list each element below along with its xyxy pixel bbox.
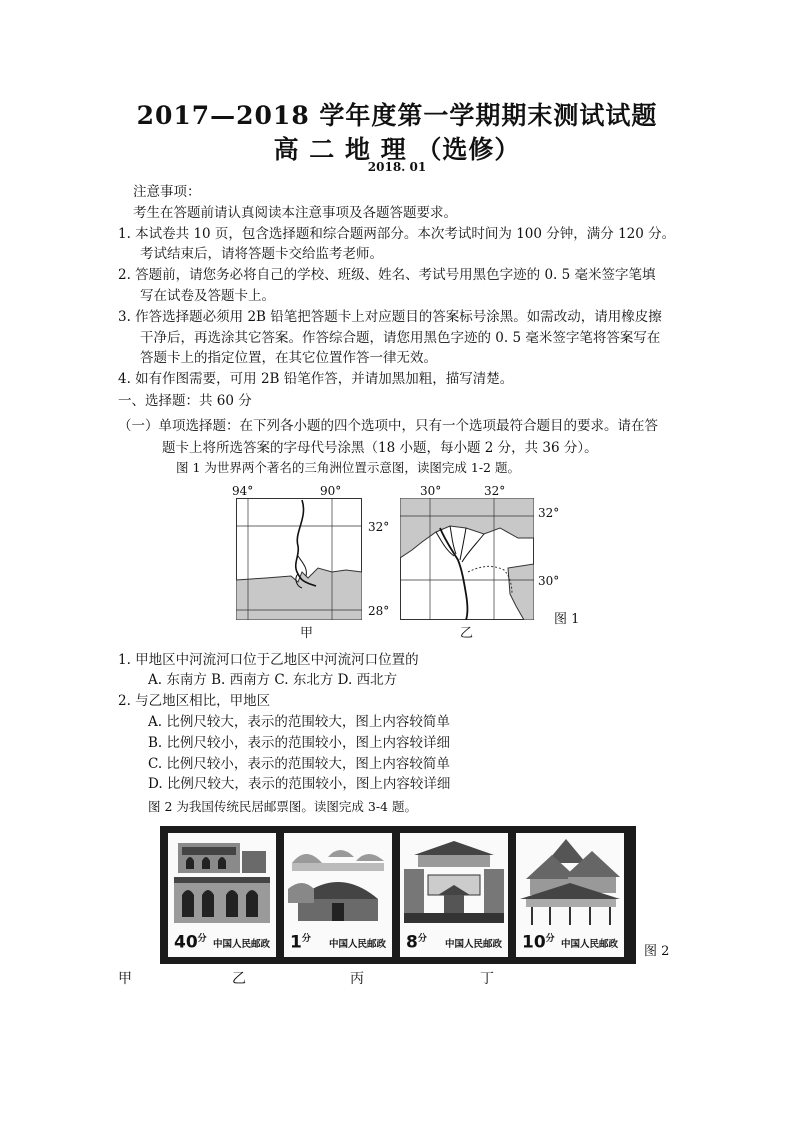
section-instruction: 题卡上将所选答案的字母代号涂黑（18 小题，每小题 2 分，共 36 分）。 bbox=[162, 440, 598, 456]
stamp-dwelling-1-picture bbox=[168, 833, 276, 929]
notice-item: 干净后，再选涂其它答案。作答综合题，请您用黑色字迹的 0. 5 毫米签字笔将答案写在 bbox=[140, 330, 661, 346]
exam-title: 2017—2018 学年度第一学期期末测试试题 bbox=[136, 101, 658, 130]
stamp-2-post: 中国人民邮政 bbox=[328, 939, 386, 950]
exam-date: 2018. 01 bbox=[367, 160, 427, 174]
section-heading: 一、选择题：共 60 分 bbox=[118, 393, 252, 409]
figure1-caption: 图 1 为世界两个著名的三角洲位置示意图，读图完成 1-2 题。 bbox=[176, 460, 520, 475]
question-2-option: C. 比例尺较小，表示的范围较大，图上内容较简单 bbox=[148, 756, 450, 772]
question-2-option: A. 比例尺较大，表示的范围较大，图上内容较简单 bbox=[148, 714, 450, 730]
stamp-dwelling-3-picture bbox=[400, 833, 508, 929]
map-jia-lon-label: 94° bbox=[232, 484, 254, 498]
stamp-name-ding: 丁 bbox=[480, 971, 494, 987]
notice-item: 2. 答题前，请您务必将自己的学校、班级、姓名、考试号用黑色字迹的 0. 5 毫米签字笔填 bbox=[118, 267, 656, 283]
stamp-name-yi: 乙 bbox=[232, 971, 246, 987]
notice-item: 4. 如有作图需要，可用 2B 铅笔作答，并请加黑加粗，描写清楚。 bbox=[118, 371, 514, 387]
stamp-dwelling-1 bbox=[168, 833, 276, 957]
question-1-stem: 1. 甲地区中河流河口位于乙地区中河流河口位置的 bbox=[118, 652, 419, 668]
notice-item: 答题卡上的指定位置，在其它位置作答一律无效。 bbox=[140, 350, 437, 366]
stamp-name-jia: 甲 bbox=[118, 971, 132, 987]
stamp-name-bing: 丙 bbox=[350, 971, 364, 987]
notice-item: 考试结束后，请将答题卡交给监考老师。 bbox=[140, 246, 383, 262]
notice-item: 写在试卷及答题卡上。 bbox=[140, 288, 275, 304]
figure2-caption: 图 2 为我国传统民居邮票图。读图完成 3-4 题。 bbox=[148, 799, 417, 814]
section-instruction: （一）单项选择题：在下列各小题的四个选项中，只有一个选项最符合题目的要求。请在答 bbox=[118, 418, 658, 434]
stamp-dwelling-3 bbox=[400, 833, 508, 957]
map-jia bbox=[232, 484, 394, 626]
map-jia-lat-label: 28° bbox=[368, 604, 390, 618]
notice-intro: 考生在答题前请认真阅读本注意事项及各题答题要求。 bbox=[133, 205, 457, 221]
stamp-dwelling-2-picture bbox=[284, 833, 392, 929]
map-yi-lon-label: 32° bbox=[484, 484, 506, 498]
map-jia-lon-label: 90° bbox=[320, 484, 342, 498]
stamp-1-post: 中国人民邮政 bbox=[212, 939, 270, 950]
map-jia-lat-label: 32° bbox=[368, 520, 390, 534]
notice-heading: 注意事项： bbox=[133, 184, 201, 200]
figure1-label: 图 1 bbox=[554, 612, 580, 627]
map-yi-name: 乙 bbox=[460, 626, 474, 641]
map-jia-name: 甲 bbox=[300, 626, 314, 641]
notice-item: 3. 作答选择题必须用 2B 铅笔把答题卡上对应题目的答案标号涂黑。如需改动，请用橡皮擦 bbox=[118, 309, 662, 325]
stamp-1-value: $40^分$ bbox=[174, 933, 207, 953]
map-yi-svg bbox=[400, 498, 534, 620]
map-jia-svg bbox=[236, 498, 362, 620]
figure2-label: 图 2 bbox=[644, 944, 670, 959]
map-yi-lon-label: 30° bbox=[420, 484, 442, 498]
exam-subtitle: 高 二 地 理 （选修） bbox=[273, 135, 521, 164]
stamp-dwelling-4 bbox=[516, 833, 624, 957]
stamp-strip bbox=[160, 826, 636, 964]
stamp-3-post: 中国人民邮政 bbox=[444, 939, 502, 950]
map-yi-lat-label: 32° bbox=[538, 506, 560, 520]
map-yi-lat-label: 30° bbox=[538, 574, 560, 588]
stamp-4-post: 中国人民邮政 bbox=[560, 939, 618, 950]
question-2-option: B. 比例尺较小，表示的范围较小，图上内容较详细 bbox=[148, 735, 451, 751]
question-1-options: A. 东南方 B. 西南方 C. 东北方 D. 西北方 bbox=[148, 672, 398, 688]
stamp-3-value: $8^分$ bbox=[406, 933, 427, 953]
notice-item: 1. 本试卷共 10 页，包含选择题和综合题两部分。本次考试时间为 100 分钟，满分 120 分。 bbox=[118, 226, 676, 242]
stamp-dwelling-4-picture bbox=[516, 833, 624, 929]
stamp-4-value: $10^分$ bbox=[522, 933, 555, 953]
map-yi bbox=[398, 484, 560, 626]
question-2-option: D. 比例尺较大，表示的范围较小，图上内容较详细 bbox=[148, 776, 451, 792]
stamp-2-value: $1^分$ bbox=[290, 933, 311, 953]
question-2-stem: 2. 与乙地区相比，甲地区 bbox=[118, 693, 271, 709]
stamp-dwelling-2 bbox=[284, 833, 392, 957]
